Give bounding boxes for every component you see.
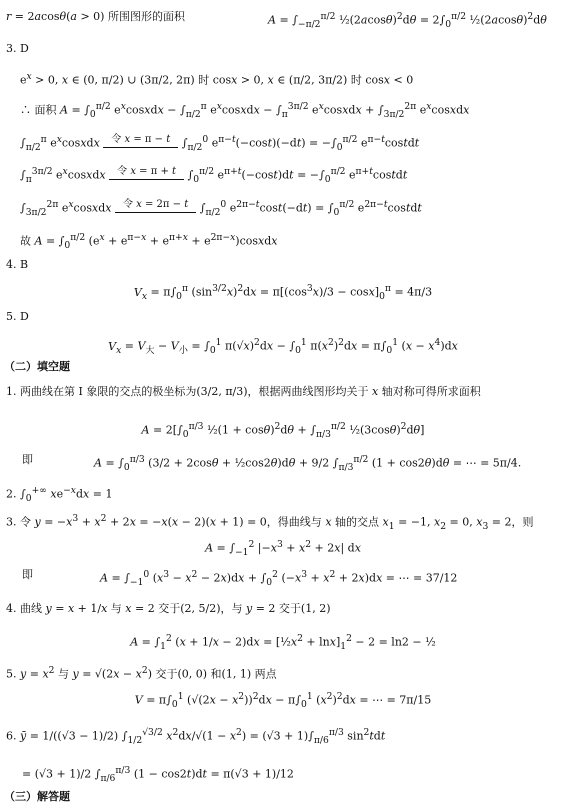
fill-1-area-result: $A = \int_0^{\pi/3}$ (3/2 + 2cosθ + ½cos2θ)dθ + 9/2 $\int_{\pi/3}^{\pi/2}$ (1 + cos2θ)dθ = ⋯ = 5π/4.	[94, 454, 522, 473]
fill-3-ji: 即	[22, 568, 33, 581]
q5-answer: 5. D	[6, 310, 29, 323]
fill-5-volume-formula: $V = \pi\int_0^1$ $(√(2x - x^2))^2dx - \pi\int_0^1$ $(x^2)^2dx$ = ⋯ = 7π/15	[134, 691, 432, 710]
fill-6-centroid: 6. ȳ = 1/((√3 − 1)/2) $\int_{1/2}^{√3/2}$ $x^2dx/√(1 - x^2) = (√3 + 1)\int_{\pi/6}^{\pi/3}$ $\sin^2tdt$	[6, 727, 386, 746]
q3-result: 故 $A = \int_0^{\pi/2}$ ($e^x + e^{\pi-x} + e^{\pi+x}$ + $e^{2\pi-x})cosxdx$	[20, 232, 278, 251]
q5-volume-formula: $V_x = V_大 - V_小 = \int_0^1$ $\pi(√x)^2dx - \int_0^1$ $\pi(x^2)^2dx = \pi\int_0^1$ $(x - x^4)dx$	[108, 337, 458, 356]
fill-3-statement: 3. 令 $y = -x^3 + x^2 + 2x = -x(x - 2)(x + 1) = 0$，得曲线与 x 轴的交点 $x_1 = -1$, $x_2 = 0$, $x_3 = 2$，则	[6, 513, 534, 532]
polar-area-formula: $A = \int_{-\pi/2}^{\pi/2}$ $\frac{1}{2}(2acos\theta)^2d\theta = 2\int_0^{\pi/2}$ $\frac{1}{2}(2acos\theta)^2d\theta$	[268, 11, 547, 30]
q3-sign-condition: $e^x > 0$, x ∈ (0, π/2) ∪ (3π/2, 2π) 时 cosx > 0, x ∈ (π/2, 3π/2) 时 cosx < 0	[20, 71, 414, 87]
q3-substitution-1: $\int_{\pi/2}^\pi$ $e^xcosxdx$ 令 x = π − t $\int_{\pi/2}^0$ $e^{\pi-t}(-\cos t)(-dt) = -\int_0^{\pi/2}$ $e^{\pi-t}costdt$	[20, 133, 420, 153]
fill-4-statement: 4. 曲线 y = x + 1/x 与 x = 2 交于(2, 5/2)，与 y = 2 交于(1, 2)	[6, 602, 331, 615]
q4-volume-formula: $V_x = \pi\int_0^\pi$ $(\sin^{3/2}x)^2dx = \pi[(\cos^3x)/3 - \cos x]_0^\pi = 4\pi/3$	[133, 283, 433, 302]
q3-substitution-3: $\int_{3\pi/2}^{2\pi}$ $e^xcosxdx$ 令 x = 2π − t $\int_{\pi/2}^0$ $e^{2\pi-t}\cos t(-dt) = \int_0^{\pi/2}$ $e^{2\pi-t}costdt$	[20, 198, 422, 218]
fill-4-area-formula: $A = \int_1^2$ $(x + 1/x - 2)dx = [\frac{1}{2}x^2 + \ln x]_1^2 - 2 = \ln 2$ − ½	[130, 633, 436, 652]
fill-1-area-formula: $A = 2[\int_0^{\pi/3}$ ½(1 + $\cos\theta)^2d\theta + \int_{\pi/3}^{\pi/2}$ $\frac{1}{2}(3\cos\theta)^2d\theta$]	[141, 421, 425, 440]
fill-6-result: = (√3 + 1)/2 $\int_{\pi/6}^{\pi/3}$ (1 − cos2t)dt = π(√3 + 1)/12	[22, 765, 294, 784]
fill-2-answer: 2. $\int_0^{+\infty}$ $xe^{-x}dx = 1$	[6, 485, 113, 504]
q3-area-split: ∴ 面积 $A = \int_0^{\pi/2}$ $e^xcosxdx - \int_{\pi/2}^\pi$ $e^xcosxdx - \int_\pi^{3\pi/2}$ $e^xcosxdx + \int_{3\pi/2}^{2\pi}$ $e^xcosxdx$	[20, 101, 470, 120]
fill-1-ji: 即	[22, 453, 33, 466]
fill-5-statement: 5. $y = x^2$ 与 $y = √(2x - x^2)$ 交于(0, 0) 和(1, 1) 两点	[6, 665, 277, 681]
fill-3-abs-integral: $A = \int_{-1}^2$ $|-x^3 + x^2 + 2x|$ dx	[205, 539, 361, 558]
polar-area-definition: r = 2acosθ(a > 0) 所围图形的面积	[6, 10, 185, 23]
q4-answer: 4. B	[6, 258, 29, 271]
fill-1-statement: 1. 两曲线在第 Ⅰ 象限的交点的极坐标为(3/2, π/3)，根据两曲线图形均关于 x 轴对称可得所求面积	[6, 385, 481, 398]
q3-answer: 3. D	[6, 42, 29, 55]
q3-substitution-2: $\int_\pi^{3\pi/2}$ $e^xcosxdx$ 令 x = π + t $\int_0^{\pi/2}$ $e^{\pi+t}(-\cos t)dt = -\int_0^{\pi/2}$ $e^{\pi+t}costdt$	[20, 165, 408, 185]
fill-in-section-heading: （二）填空题	[4, 360, 70, 373]
fill-3-area-result: $A = \int_{-1}^0$ $(x^3 - x^2 - 2x)dx + \int_0^2$ $(-x^3 + x^2 + 2x)dx$ = ⋯ = 37/12	[100, 569, 458, 588]
solve-section-heading: （三）解答题	[4, 790, 70, 803]
